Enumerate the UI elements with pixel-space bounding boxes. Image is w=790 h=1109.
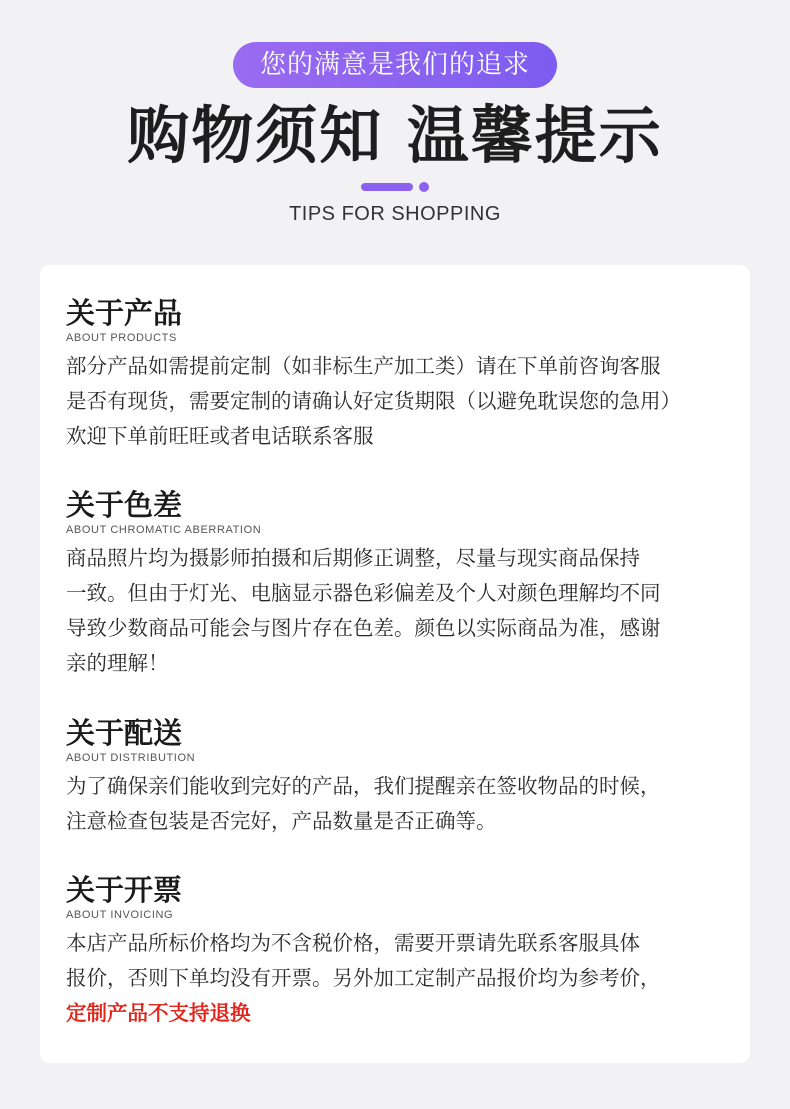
section-body: 为了确保亲们能收到完好的产品，我们提醒亲在签收物品的时候， 注意检查包装是否完好，产品数量是否正确等。: [66, 774, 661, 833]
header: [0, 0, 790, 260]
section-title: 关于开票: [66, 873, 183, 907]
no-return-warning: 定制产品不支持退换: [66, 1001, 251, 1025]
section-subtitle: ABOUT CHROMATIC ABERRATION: [66, 524, 262, 536]
page-subtitle: TIPS FOR SHOPPING: [289, 203, 501, 225]
notice-card: [40, 265, 750, 1063]
slogan-pill: 您的满意是我们的追求: [233, 42, 557, 88]
section-subtitle: ABOUT DISTRIBUTION: [66, 752, 196, 764]
decoration-dot: [419, 182, 429, 192]
section-title: 关于色差: [66, 488, 183, 522]
section-body: 本店产品所标价格均为不含税价格，需要开票请先联系客服具体 报价，否则下单均没有开票。另外加工定制产品报价均为参考价，: [66, 931, 661, 990]
section-body: 部分产品如需提前定制（如非标生产加工类）请在下单前咨询客服 是否有现货，需要定制的请确认好定货期限（以避免耽误您的急用） 欢迎下单前旺旺或者电话联系客服: [66, 354, 681, 448]
section-invoicing: [66, 872, 736, 1031]
section-subtitle: ABOUT PRODUCTS: [66, 332, 177, 344]
page-title: 购物须知 温馨提示: [127, 99, 663, 172]
section-chromatic-aberration: [66, 487, 736, 681]
section-distribution: [66, 715, 736, 839]
section-title: 关于产品: [66, 296, 183, 330]
decoration-bar: [361, 183, 413, 191]
section-subtitle: ABOUT INVOICING: [66, 909, 174, 921]
section-products: [66, 295, 736, 454]
section-body: 商品照片均为摄影师拍摄和后期修正调整，尽量与现实商品保持 一致。但由于灯光、电脑显示器色彩偏差及个人对颜色理解均不同 导致少数商品可能会与图片存在色差。颜色以实际商品为准，感谢 亲的理解！: [66, 546, 661, 675]
section-title: 关于配送: [66, 716, 183, 750]
